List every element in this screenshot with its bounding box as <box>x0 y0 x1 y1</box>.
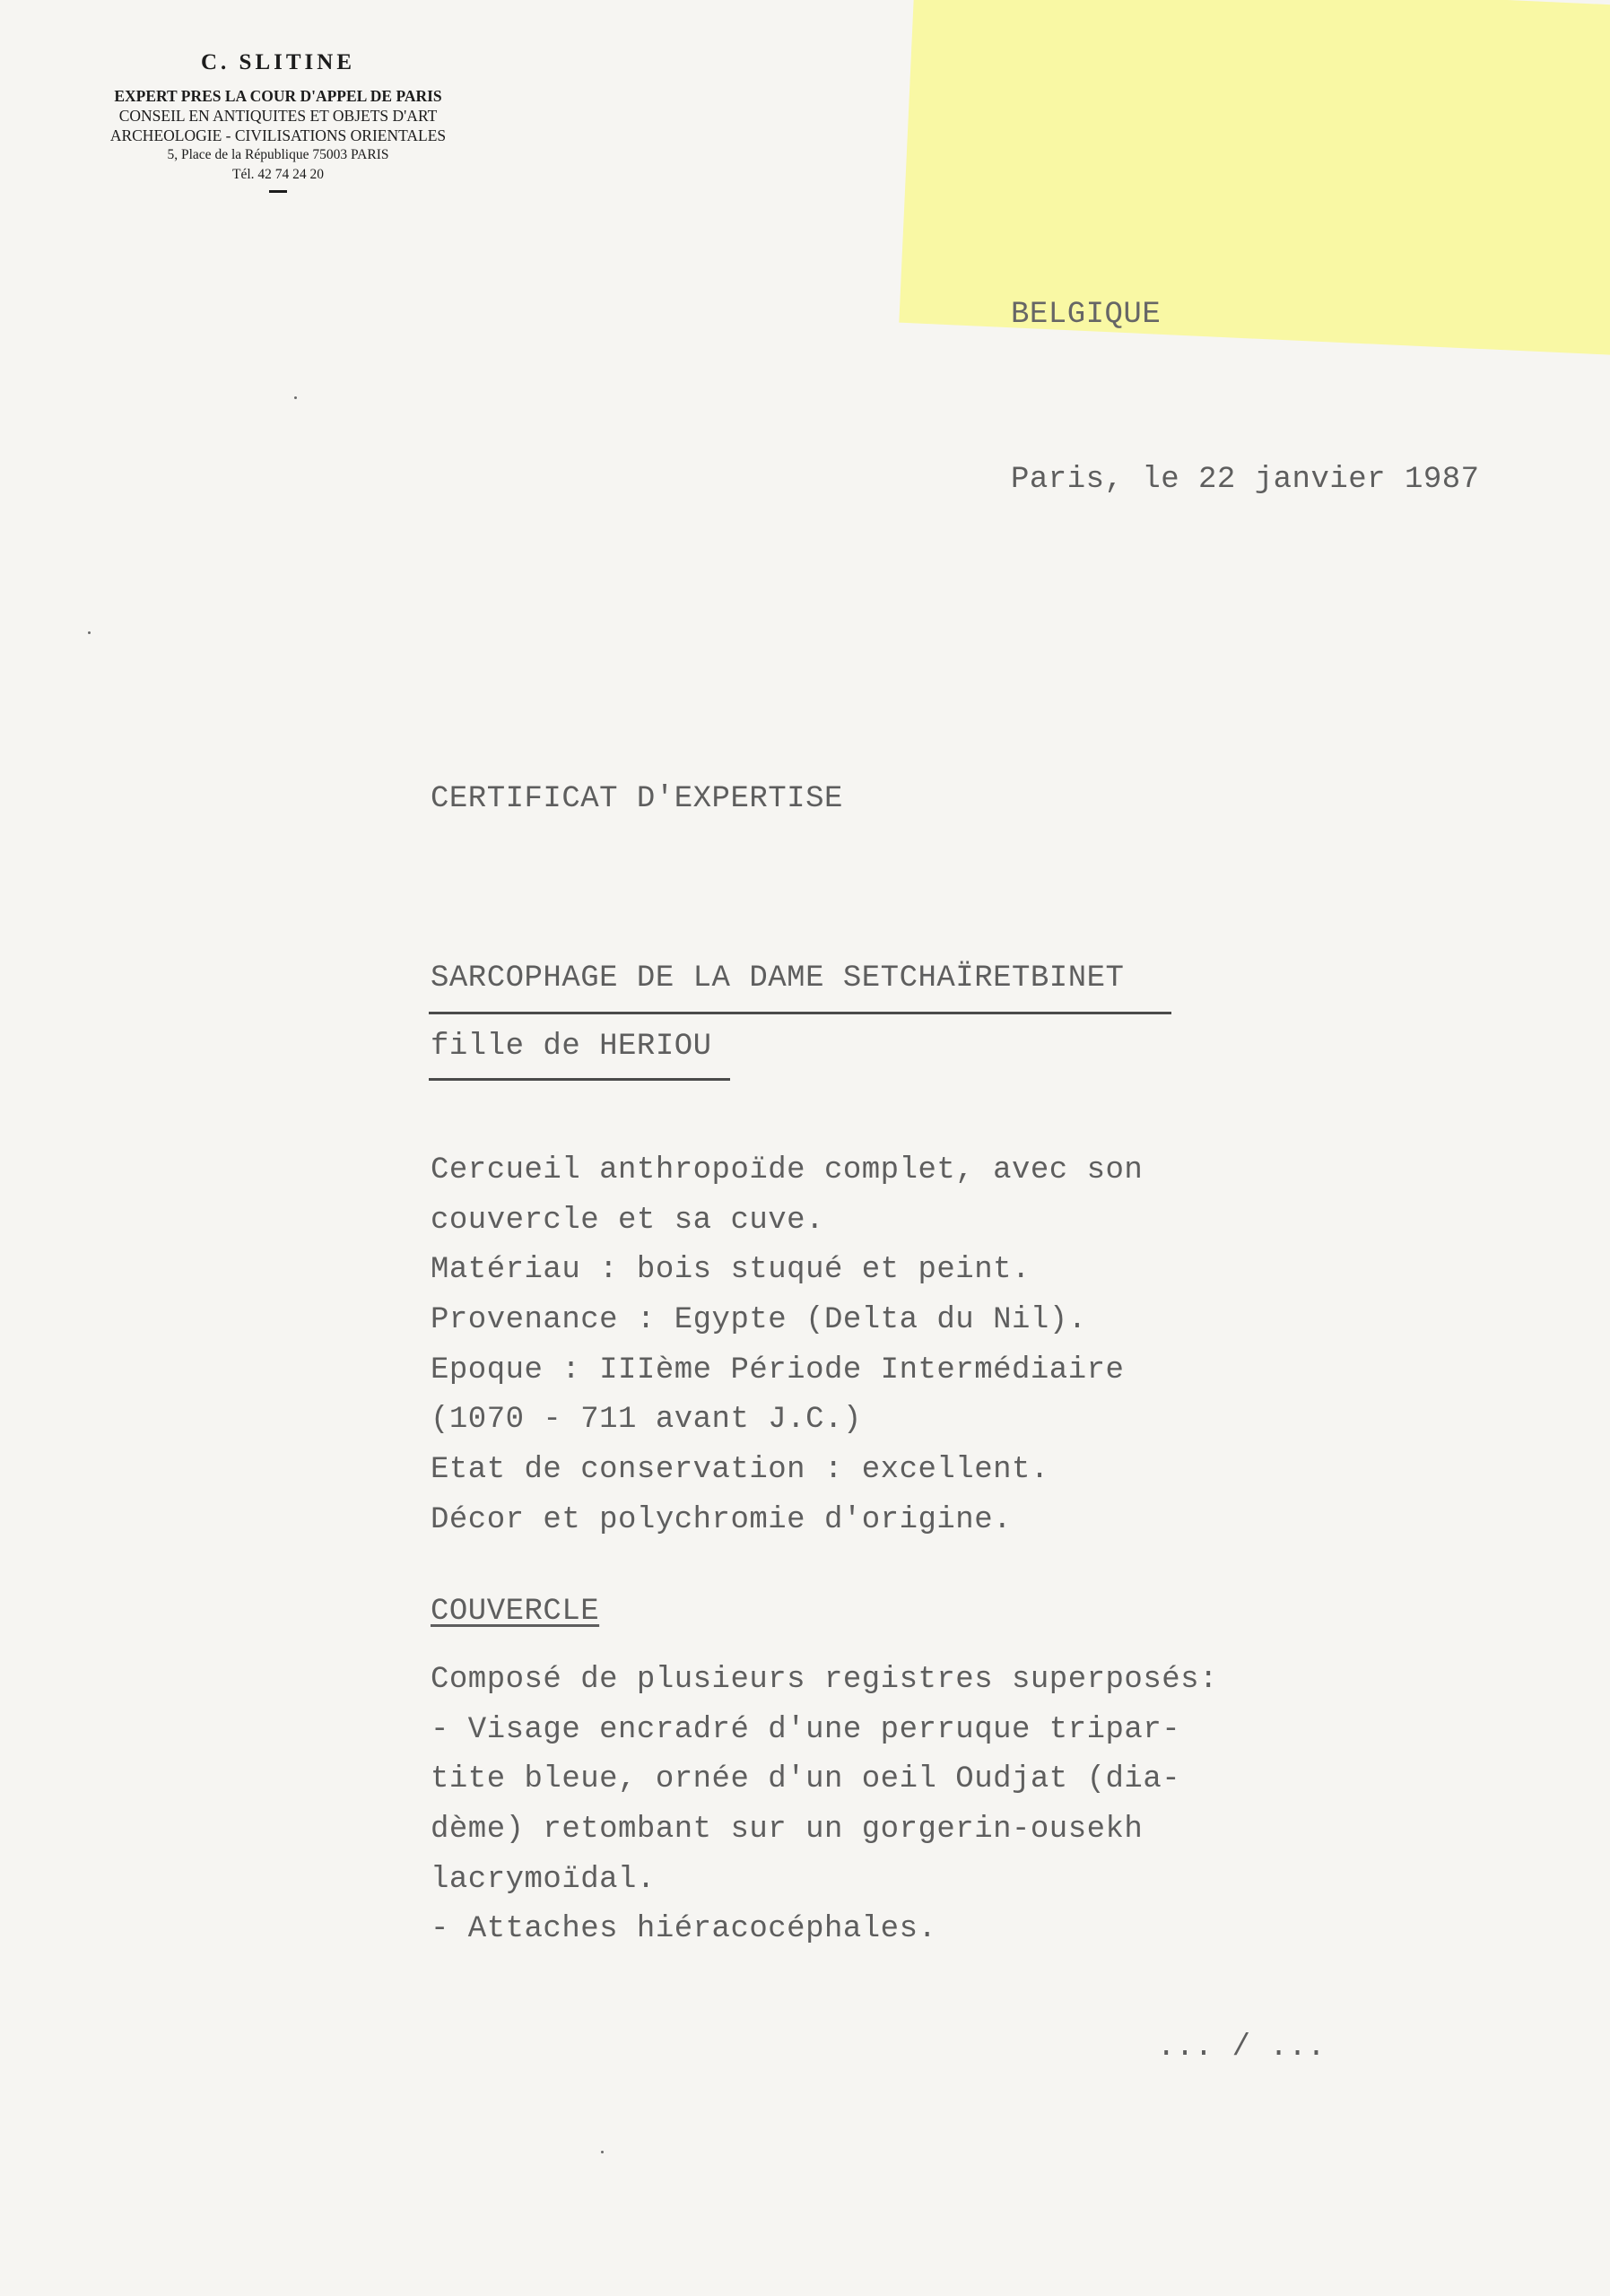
letterhead-name: C. SLITINE <box>201 50 355 74</box>
sticky-note <box>899 0 1610 356</box>
description-line: Provenance : Egypte (Delta du Nil). <box>431 1303 1087 1338</box>
couvercle-line: lacrymoïdal. <box>431 1862 656 1897</box>
description-line: Décor et polychromie d'origine. <box>431 1502 1013 1537</box>
description-line: (1070 - 711 avant J.C.) <box>431 1403 862 1438</box>
couvercle-description <box>431 1656 1417 1955</box>
daughter-of-underline <box>429 1078 730 1081</box>
paper-speck <box>88 631 91 634</box>
object-title: SARCOPHAGE DE LA DAME SETCHAÏRETBINET <box>431 961 1125 996</box>
description-line: couvercle et sa cuve. <box>431 1203 824 1238</box>
recipient-country: BELGIQUE <box>1011 298 1162 332</box>
couvercle-line: Composé de plusieurs registres superposés: <box>431 1663 1218 1697</box>
couvercle-line: - Visage encradré d'une perruque tripar- <box>431 1712 1181 1747</box>
description-line: Etat de conservation : excellent. <box>431 1453 1049 1488</box>
paper-speck <box>294 396 297 399</box>
paper-speck <box>601 2151 604 2153</box>
letter-date: Paris, le 22 janvier 1987 <box>1011 463 1480 497</box>
object-description <box>431 1146 1417 1546</box>
letterhead-expert-line: EXPERT PRES LA COUR D'APPEL DE PARIS <box>114 87 442 105</box>
couvercle-line: - Attaches hiéracocéphales. <box>431 1912 937 1947</box>
description-line: Matériau : bois stuqué et peint. <box>431 1253 1031 1288</box>
description-line: Epoque : IIIème Période Intermédiaire <box>431 1352 1125 1387</box>
letterhead-address: 5, Place de la République 75003 PARIS <box>167 147 389 162</box>
letterhead-dash <box>269 190 287 193</box>
couvercle-line: dème) retombant sur un gorgerin-ousekh <box>431 1813 1144 1848</box>
certificate-title: CERTIFICAT D'EXPERTISE <box>431 782 843 816</box>
description-line: Cercueil anthropoïde complet, avec son <box>431 1153 1144 1187</box>
daughter-of-line: fille de HERIOU <box>431 1030 712 1064</box>
letterhead <box>36 50 520 193</box>
letterhead-archeology-line: ARCHEOLOGIE - CIVILISATIONS ORIENTALES <box>109 126 447 144</box>
couvercle-heading: COUVERCLE <box>431 1595 600 1629</box>
letterhead-consulting-line: CONSEIL EN ANTIQUITES ET OBJETS D'ART <box>118 107 438 125</box>
letterhead-phone: Tél. 42 74 24 20 <box>231 167 325 182</box>
couvercle-line: tite bleue, ornée d'un oeil Oudjat (dia- <box>431 1762 1181 1797</box>
continuation-marker: ... / ... <box>1157 2031 1327 2065</box>
object-title-underline <box>429 1012 1171 1014</box>
